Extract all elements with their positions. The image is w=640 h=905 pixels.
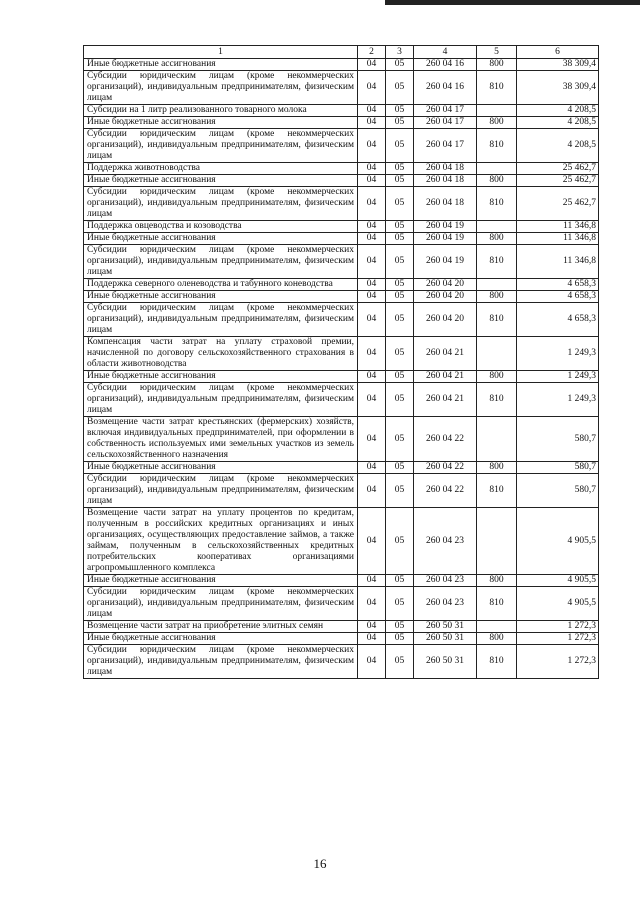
scan-edge-mark (385, 0, 640, 5)
row-col-3: 05 (386, 633, 414, 645)
row-code: 260 04 17 (414, 129, 477, 163)
row-col-2: 04 (358, 105, 386, 117)
table-row (84, 645, 599, 679)
row-col-2: 04 (358, 245, 386, 279)
row-code: 260 04 17 (414, 105, 477, 117)
row-col-5 (477, 279, 517, 291)
row-col-3: 05 (386, 371, 414, 383)
row-col-5 (477, 417, 517, 462)
row-col-5: 800 (477, 575, 517, 587)
table-row (84, 163, 599, 175)
row-name: Иные бюджетные ассигнования (84, 575, 358, 587)
row-col-3: 05 (386, 187, 414, 221)
row-code: 260 50 31 (414, 645, 477, 679)
row-col-5 (477, 621, 517, 633)
row-col-5: 800 (477, 59, 517, 71)
row-col-2: 04 (358, 175, 386, 187)
row-code: 260 04 18 (414, 175, 477, 187)
row-name: Субсидии юридическим лицам (кроме некоммерческих организаций), индивидуальным предпринимателям, физическим лицам (84, 474, 358, 508)
row-col-3: 05 (386, 645, 414, 679)
table-row (84, 71, 599, 105)
row-col-3: 05 (386, 59, 414, 71)
row-name: Возмещение части затрат на приобретение элитных семян (84, 621, 358, 633)
row-code: 260 04 19 (414, 221, 477, 233)
row-name: Субсидии юридическим лицам (кроме некоммерческих организаций), индивидуальным предпринимателям, физическим лицам (84, 383, 358, 417)
row-name: Иные бюджетные ассигнования (84, 175, 358, 187)
row-col-3: 05 (386, 337, 414, 371)
table-row (84, 59, 599, 71)
row-col-5 (477, 105, 517, 117)
row-name: Иные бюджетные ассигнования (84, 291, 358, 303)
row-name: Субсидии юридическим лицам (кроме некоммерческих организаций), индивидуальным предпринимателям, физическим лицам (84, 245, 358, 279)
row-amount: 4 658,3 (517, 279, 599, 291)
row-col-2: 04 (358, 462, 386, 474)
row-code: 260 04 18 (414, 187, 477, 221)
row-col-2: 04 (358, 417, 386, 462)
row-col-5: 810 (477, 71, 517, 105)
row-col-2: 04 (358, 187, 386, 221)
row-col-3: 05 (386, 117, 414, 129)
row-name: Поддержка северного оленеводства и табунного коневодства (84, 279, 358, 291)
row-col-2: 04 (358, 71, 386, 105)
row-col-5: 810 (477, 187, 517, 221)
table-row (84, 105, 599, 117)
row-col-2: 04 (358, 221, 386, 233)
row-amount: 580,7 (517, 462, 599, 474)
row-code: 260 04 23 (414, 575, 477, 587)
table-row (84, 279, 599, 291)
row-col-3: 05 (386, 163, 414, 175)
row-col-3: 05 (386, 303, 414, 337)
row-col-3: 05 (386, 233, 414, 245)
table-row (84, 417, 599, 462)
budget-table (83, 45, 599, 679)
row-col-5: 810 (477, 245, 517, 279)
row-col-5 (477, 508, 517, 575)
row-code: 260 04 20 (414, 279, 477, 291)
row-name: Субсидии юридическим лицам (кроме некоммерческих организаций), индивидуальным предпринимателям, физическим лицам (84, 645, 358, 679)
table-row (84, 508, 599, 575)
row-name: Компенсация части затрат на уплату страховой премии, начисленной по договору сельскохозяйственного страхования в области животноводства (84, 337, 358, 371)
row-amount: 1 249,3 (517, 383, 599, 417)
row-name: Субсидии юридическим лицам (кроме некоммерческих организаций), индивидуальным предпринимателям, физическим лицам (84, 303, 358, 337)
table-row (84, 474, 599, 508)
row-col-3: 05 (386, 245, 414, 279)
row-name: Иные бюджетные ассигнования (84, 371, 358, 383)
row-amount: 25 462,7 (517, 163, 599, 175)
row-amount: 4 905,5 (517, 587, 599, 621)
row-amount: 1 272,3 (517, 621, 599, 633)
row-name: Возмещение части затрат крестьянских (фермерских) хозяйств, включая индивидуальных предпринимателей, при оформлении в собственность используемых ими земельных участков из земель сельскохозяйственного назначения (84, 417, 358, 462)
row-name: Субсидии юридическим лицам (кроме некоммерческих организаций), индивидуальным предпринимателям, физическим лицам (84, 187, 358, 221)
table-row (84, 175, 599, 187)
row-code: 260 04 16 (414, 59, 477, 71)
row-code: 260 50 31 (414, 633, 477, 645)
row-amount: 4 208,5 (517, 105, 599, 117)
row-col-5 (477, 221, 517, 233)
row-col-2: 04 (358, 129, 386, 163)
row-col-5: 810 (477, 303, 517, 337)
row-col-5: 800 (477, 117, 517, 129)
row-name: Иные бюджетные ассигнования (84, 633, 358, 645)
row-col-2: 04 (358, 474, 386, 508)
row-amount: 11 346,8 (517, 245, 599, 279)
header-col-4: 4 (414, 46, 477, 59)
header-col-1: 1 (84, 46, 358, 59)
table-body (84, 59, 599, 679)
table-row (84, 337, 599, 371)
row-amount: 1 249,3 (517, 337, 599, 371)
row-name: Иные бюджетные ассигнования (84, 117, 358, 129)
row-code: 260 04 17 (414, 117, 477, 129)
row-name: Иные бюджетные ассигнования (84, 59, 358, 71)
row-amount: 25 462,7 (517, 175, 599, 187)
row-col-5: 800 (477, 462, 517, 474)
row-amount: 38 309,4 (517, 71, 599, 105)
row-col-2: 04 (358, 575, 386, 587)
row-name: Иные бюджетные ассигнования (84, 233, 358, 245)
row-col-5: 810 (477, 645, 517, 679)
table-row (84, 245, 599, 279)
table-row (84, 221, 599, 233)
table-header-row (84, 46, 599, 59)
row-col-3: 05 (386, 129, 414, 163)
table-row (84, 383, 599, 417)
table-row (84, 587, 599, 621)
table-row (84, 462, 599, 474)
row-code: 260 04 22 (414, 462, 477, 474)
row-name: Поддержка животноводства (84, 163, 358, 175)
row-amount: 1 249,3 (517, 371, 599, 383)
row-amount: 4 208,5 (517, 129, 599, 163)
row-col-5: 800 (477, 633, 517, 645)
table-row (84, 633, 599, 645)
row-code: 260 04 21 (414, 383, 477, 417)
page-number: 16 (313, 856, 327, 871)
row-col-2: 04 (358, 59, 386, 71)
row-name: Субсидии на 1 литр реализованного товарного молока (84, 105, 358, 117)
row-name: Поддержка овцеводства и козоводства (84, 221, 358, 233)
row-col-5: 800 (477, 175, 517, 187)
row-col-3: 05 (386, 508, 414, 575)
row-code: 260 04 18 (414, 163, 477, 175)
row-col-2: 04 (358, 633, 386, 645)
row-col-5: 800 (477, 371, 517, 383)
row-amount: 4 208,5 (517, 117, 599, 129)
row-col-5: 810 (477, 474, 517, 508)
table-row (84, 575, 599, 587)
row-amount: 580,7 (517, 474, 599, 508)
table-row (84, 291, 599, 303)
row-code: 260 04 16 (414, 71, 477, 105)
row-name: Субсидии юридическим лицам (кроме некоммерческих организаций), индивидуальным предпринимателям, физическим лицам (84, 71, 358, 105)
row-code: 260 04 20 (414, 291, 477, 303)
row-col-3: 05 (386, 175, 414, 187)
row-col-3: 05 (386, 621, 414, 633)
row-col-3: 05 (386, 279, 414, 291)
row-amount: 1 272,3 (517, 633, 599, 645)
row-name: Субсидии юридическим лицам (кроме некоммерческих организаций), индивидуальным предпринимателям, физическим лицам (84, 129, 358, 163)
row-col-5 (477, 337, 517, 371)
header-col-3: 3 (386, 46, 414, 59)
row-code: 260 04 21 (414, 371, 477, 383)
row-col-2: 04 (358, 117, 386, 129)
row-amount: 4 658,3 (517, 291, 599, 303)
row-col-3: 05 (386, 417, 414, 462)
row-col-2: 04 (358, 371, 386, 383)
row-amount: 11 346,8 (517, 233, 599, 245)
row-code: 260 04 19 (414, 245, 477, 279)
row-col-3: 05 (386, 462, 414, 474)
row-col-3: 05 (386, 221, 414, 233)
row-col-2: 04 (358, 291, 386, 303)
row-code: 260 04 21 (414, 337, 477, 371)
header-col-6: 6 (517, 46, 599, 59)
row-col-5: 800 (477, 233, 517, 245)
row-amount: 38 309,4 (517, 59, 599, 71)
row-name: Иные бюджетные ассигнования (84, 462, 358, 474)
row-code: 260 04 23 (414, 587, 477, 621)
row-col-5 (477, 163, 517, 175)
row-col-2: 04 (358, 163, 386, 175)
row-col-2: 04 (358, 279, 386, 291)
row-amount: 11 346,8 (517, 221, 599, 233)
row-amount: 25 462,7 (517, 187, 599, 221)
row-amount: 580,7 (517, 417, 599, 462)
row-col-5: 810 (477, 587, 517, 621)
row-col-3: 05 (386, 575, 414, 587)
row-col-3: 05 (386, 291, 414, 303)
row-col-3: 05 (386, 383, 414, 417)
row-col-2: 04 (358, 303, 386, 337)
row-col-3: 05 (386, 105, 414, 117)
row-amount: 4 905,5 (517, 508, 599, 575)
row-col-5: 810 (477, 129, 517, 163)
row-col-3: 05 (386, 474, 414, 508)
row-name: Субсидии юридическим лицам (кроме некоммерческих организаций), индивидуальным предпринимателям, физическим лицам (84, 587, 358, 621)
row-col-5: 810 (477, 383, 517, 417)
row-col-2: 04 (358, 587, 386, 621)
table-row (84, 621, 599, 633)
table-row (84, 117, 599, 129)
header-col-2: 2 (358, 46, 386, 59)
row-amount: 1 272,3 (517, 645, 599, 679)
row-col-5: 800 (477, 291, 517, 303)
row-amount: 4 905,5 (517, 575, 599, 587)
table-row (84, 187, 599, 221)
row-code: 260 04 20 (414, 303, 477, 337)
row-col-2: 04 (358, 621, 386, 633)
table-row (84, 371, 599, 383)
table-row (84, 303, 599, 337)
row-code: 260 04 19 (414, 233, 477, 245)
table-row (84, 233, 599, 245)
row-code: 260 50 31 (414, 621, 477, 633)
row-col-2: 04 (358, 645, 386, 679)
row-name: Возмещение части затрат на уплату процентов по кредитам, полученным в российских кредитных организациях и иных организациях, осуществляющих предоставление займов, а также займам, полученным в сельскохозяйственных кредитных потребительских кооперативах организациями агропромышленного комплекса (84, 508, 358, 575)
row-col-3: 05 (386, 71, 414, 105)
row-col-3: 05 (386, 587, 414, 621)
row-code: 260 04 22 (414, 417, 477, 462)
row-col-2: 04 (358, 233, 386, 245)
row-col-2: 04 (358, 383, 386, 417)
row-amount: 4 658,3 (517, 303, 599, 337)
row-col-2: 04 (358, 337, 386, 371)
row-col-2: 04 (358, 508, 386, 575)
table-row (84, 129, 599, 163)
row-code: 260 04 23 (414, 508, 477, 575)
header-col-5: 5 (477, 46, 517, 59)
row-code: 260 04 22 (414, 474, 477, 508)
